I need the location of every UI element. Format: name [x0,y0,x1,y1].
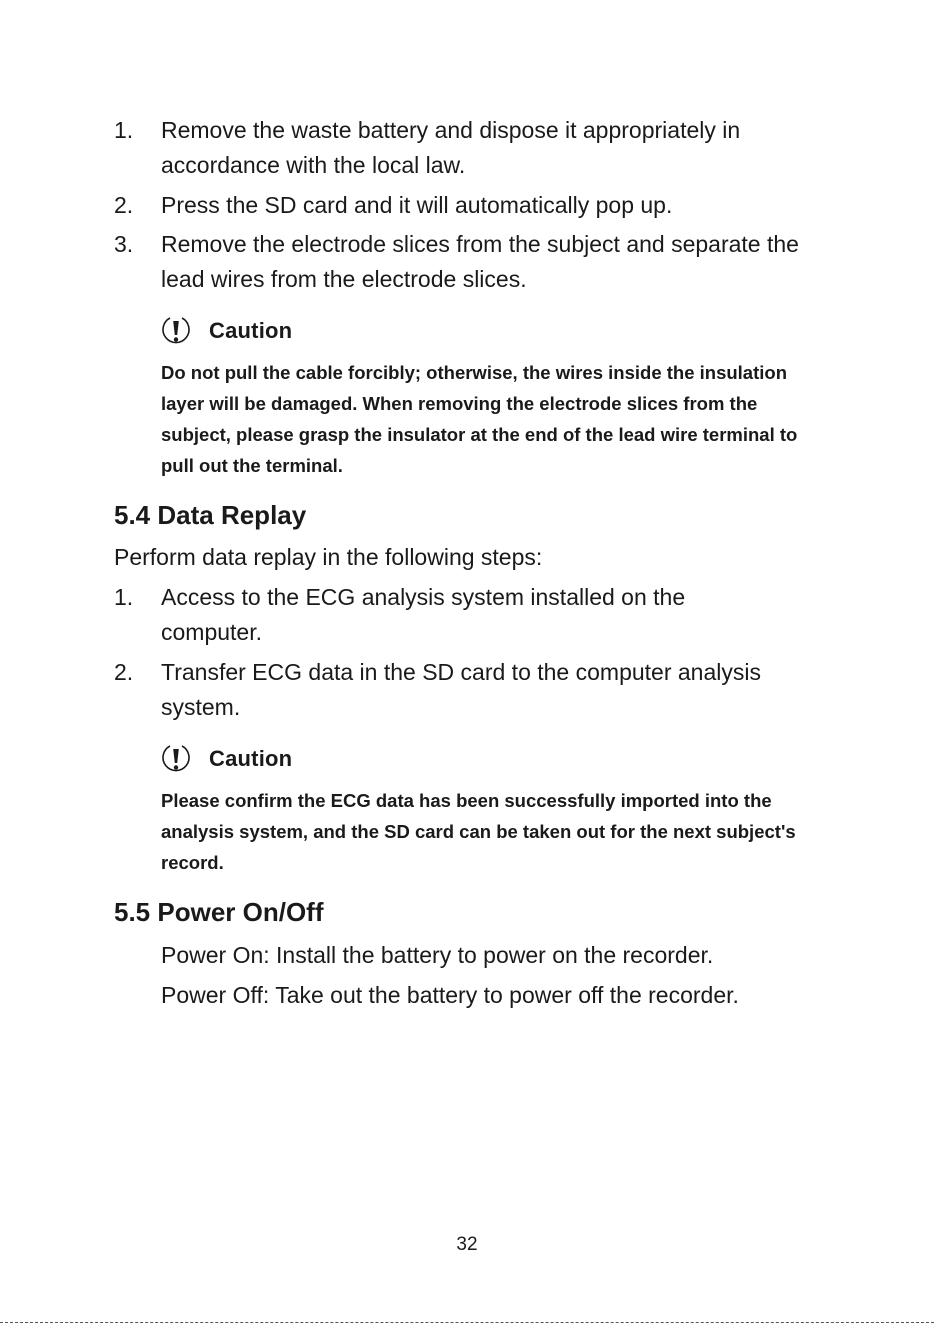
caution-title: Caution [209,318,293,343]
list-text: Press the SD card and it will automatically pop up. [161,192,673,218]
caution-header [161,311,821,351]
list-number: 2. [114,659,134,685]
section-heading: 5.5 Power On/Off [114,897,324,927]
list-text: Access to the ECG analysis system installed on the computer. [161,584,686,645]
section-heading: 5.4 Data Replay [114,500,307,530]
list-item [114,580,824,650]
list-number: 1. [114,584,134,610]
page-bottom-rule [0,1322,934,1323]
list-item [114,113,824,183]
power-on-text: Power On: Install the battery to power on the recorder. [161,942,714,968]
exclamation-icon [161,314,191,348]
power-off-text: Power Off: Take out the battery to power off the recorder. [161,982,739,1008]
caution-header [161,739,811,779]
caution-text: Please confirm the ECG data has been successfully imported into the analysis system, and the SD card can be taken out for the next subject's record. [161,790,796,873]
list-item [114,188,824,223]
list-item [114,227,824,297]
section-intro: Perform data replay in the following steps: [114,544,543,570]
caution-text: Do not pull the cable forcibly; otherwise, the wires inside the insulation layer will be damaged. When removing the electrode slices from the subject, please grasp the insulator at the end of the lead wire terminal to pull out the terminal. [161,362,798,476]
list-number: 1. [114,117,134,143]
list-item [114,655,824,725]
exclamation-icon [161,742,191,776]
list-text: Transfer ECG data in the SD card to the computer analysis system. [161,659,761,720]
list-text: Remove the waste battery and dispose it appropriately in accordance with the local law. [161,117,741,178]
list-text: Remove the electrode slices from the subject and separate the lead wires from the electrode slices. [161,231,799,292]
caution-block [161,311,821,481]
page-number: 32 [456,1234,478,1255]
caution-block [161,739,811,878]
list-number: 3. [114,231,134,257]
list-number: 2. [114,192,134,218]
caution-title: Caution [209,746,293,771]
